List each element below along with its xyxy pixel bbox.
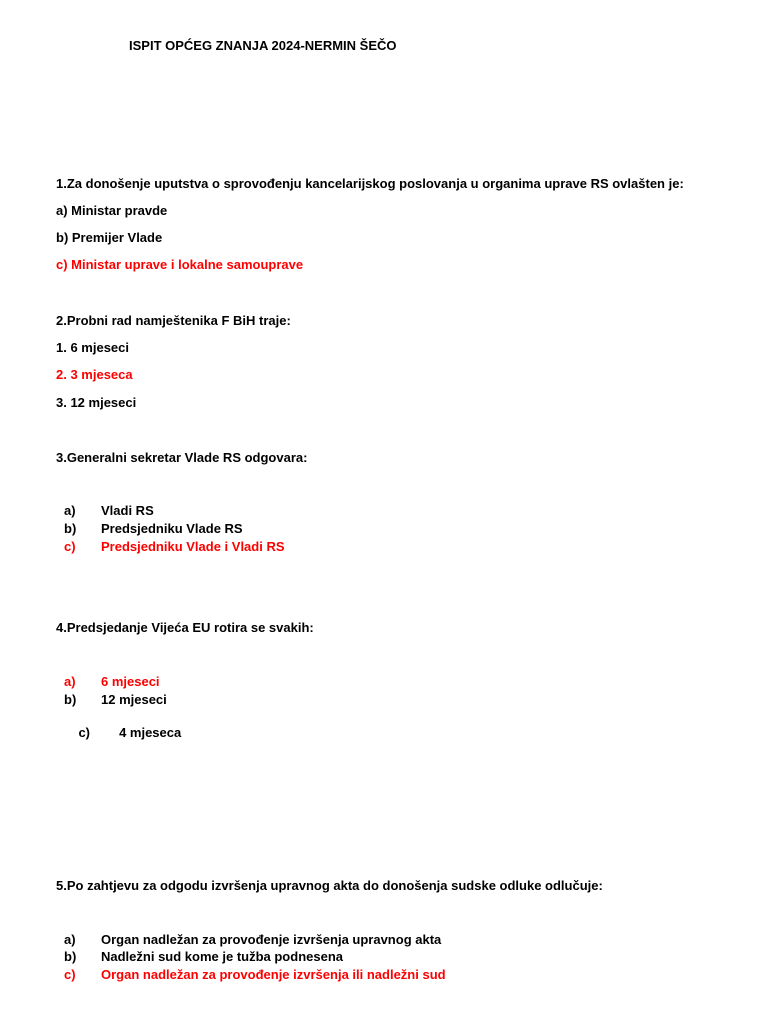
question-4-answer-c (64, 709, 181, 757)
answer-text: 12 mjeseci (101, 692, 167, 707)
answer-text: Vladi RS (101, 503, 154, 518)
list-marker: a) (64, 932, 76, 947)
answer-text: Predsjedniku Vlade i Vladi RS (101, 539, 285, 554)
question-2-answer-3: 3. 12 mjeseci (56, 395, 137, 410)
question-5-answer-c (64, 967, 446, 983)
list-marker: a) (64, 674, 76, 689)
question-5-text: 5.Po zahtjevu za odgodu izvršenja upravnog akta do donošenja sudske odluke odlučuje: (56, 878, 603, 893)
question-5-answer-b (64, 949, 343, 965)
document-title: ISPIT OPĆEG ZNANJA 2024-NERMIN ŠEČO (129, 38, 397, 53)
question-4-answer-b (64, 692, 167, 708)
list-marker: c) (64, 539, 76, 554)
answer-text: Organ nadležan za provođenje izvršenja upravnog akta (101, 932, 442, 947)
question-4-text: 4.Predsjedanje Vijeća EU rotira se svakih: (56, 620, 314, 635)
question-2-answer-2: 2. 3 mjeseca (56, 367, 133, 382)
question-2-text: 2.Probni rad namještenika F BiH traje: (56, 313, 291, 328)
question-1-answer-a: a) Ministar pravde (56, 203, 168, 218)
question-3-answer-c (64, 539, 285, 555)
list-marker: c) (78, 725, 91, 740)
answer-text: 6 mjeseci (101, 674, 160, 689)
list-marker: b) (64, 949, 77, 964)
list-marker: a) (64, 503, 76, 518)
answer-text: Nadležni sud kome je tužba podnesena (101, 949, 343, 964)
question-3-answer-b (64, 521, 243, 537)
question-1-text: 1.Za donošenje uputstva o sprovođenju kancelarijskog poslovanja u organima uprave RS ovlašten je: (56, 176, 684, 191)
answer-text: Predsjedniku Vlade RS (101, 521, 243, 536)
question-3-answer-a (64, 503, 154, 519)
list-marker: b) (64, 521, 77, 536)
question-2-answer-1: 1. 6 mjeseci (56, 340, 129, 355)
question-1-answer-c: c) Ministar uprave i lokalne samouprave (56, 257, 304, 272)
question-1-answer-b: b) Premijer Vlade (56, 230, 163, 245)
list-marker: c) (64, 967, 76, 982)
question-5-answer-a (64, 932, 441, 948)
question-4-answer-a (64, 674, 160, 690)
answer-text: Organ nadležan za provođenje izvršenja ili nadležni sud (101, 967, 446, 982)
answer-text: 4 mjeseca (115, 725, 182, 740)
list-marker: b) (64, 692, 77, 707)
question-3-text: 3.Generalni sekretar Vlade RS odgovara: (56, 450, 308, 465)
